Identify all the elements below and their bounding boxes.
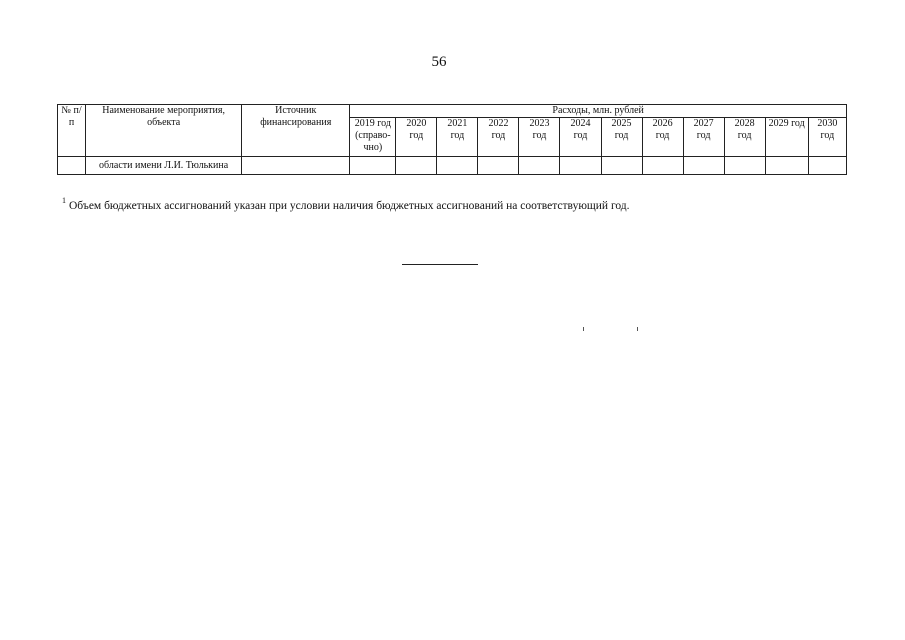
table-cell bbox=[437, 157, 478, 175]
table-cell bbox=[808, 157, 846, 175]
budget-table bbox=[57, 104, 847, 175]
table-row bbox=[58, 157, 847, 175]
year-header: 2021 год bbox=[437, 118, 478, 157]
table-cell bbox=[560, 157, 601, 175]
separator-line bbox=[402, 264, 478, 265]
col-header-expenses: Расходы, млн. рублей bbox=[350, 105, 847, 118]
year-header: 2025 год bbox=[601, 118, 642, 157]
year-header: 2019 год (справо-чно) bbox=[350, 118, 396, 157]
table-cell bbox=[396, 157, 437, 175]
year-header: 2029 год bbox=[765, 118, 808, 157]
scan-speck bbox=[583, 327, 584, 331]
table-cell bbox=[350, 157, 396, 175]
table-cell bbox=[519, 157, 560, 175]
year-header: 2020 год bbox=[396, 118, 437, 157]
table-cell-name: области имени Л.И. Тюлькина bbox=[86, 157, 242, 175]
year-header: 2022 год bbox=[478, 118, 519, 157]
table-cell bbox=[642, 157, 683, 175]
scan-speck bbox=[637, 327, 638, 331]
year-header: 2023 год bbox=[519, 118, 560, 157]
year-header: 2030 год bbox=[808, 118, 846, 157]
year-header: 2024 год bbox=[560, 118, 601, 157]
table-cell bbox=[242, 157, 350, 175]
year-header: 2027 год bbox=[683, 118, 724, 157]
table-cell bbox=[724, 157, 765, 175]
col-header-name: Наименование мероприятия, объекта bbox=[86, 105, 242, 157]
table-cell bbox=[683, 157, 724, 175]
table-cell bbox=[765, 157, 808, 175]
col-header-number: № п/п bbox=[58, 105, 86, 157]
page-number: 56 bbox=[431, 54, 447, 70]
table-cell bbox=[601, 157, 642, 175]
footnote-marker: 1 bbox=[62, 196, 66, 205]
year-header: 2026 год bbox=[642, 118, 683, 157]
footnote bbox=[62, 197, 630, 212]
table-cell bbox=[478, 157, 519, 175]
year-header: 2028 год bbox=[724, 118, 765, 157]
footnote-text: Объем бюджетных ассигнований указан при условии наличия бюджетных ассигнований на соответствующий год. bbox=[69, 199, 630, 212]
table-cell bbox=[58, 157, 86, 175]
col-header-source: Источник финансирования bbox=[242, 105, 350, 157]
table-header-row bbox=[58, 105, 847, 118]
